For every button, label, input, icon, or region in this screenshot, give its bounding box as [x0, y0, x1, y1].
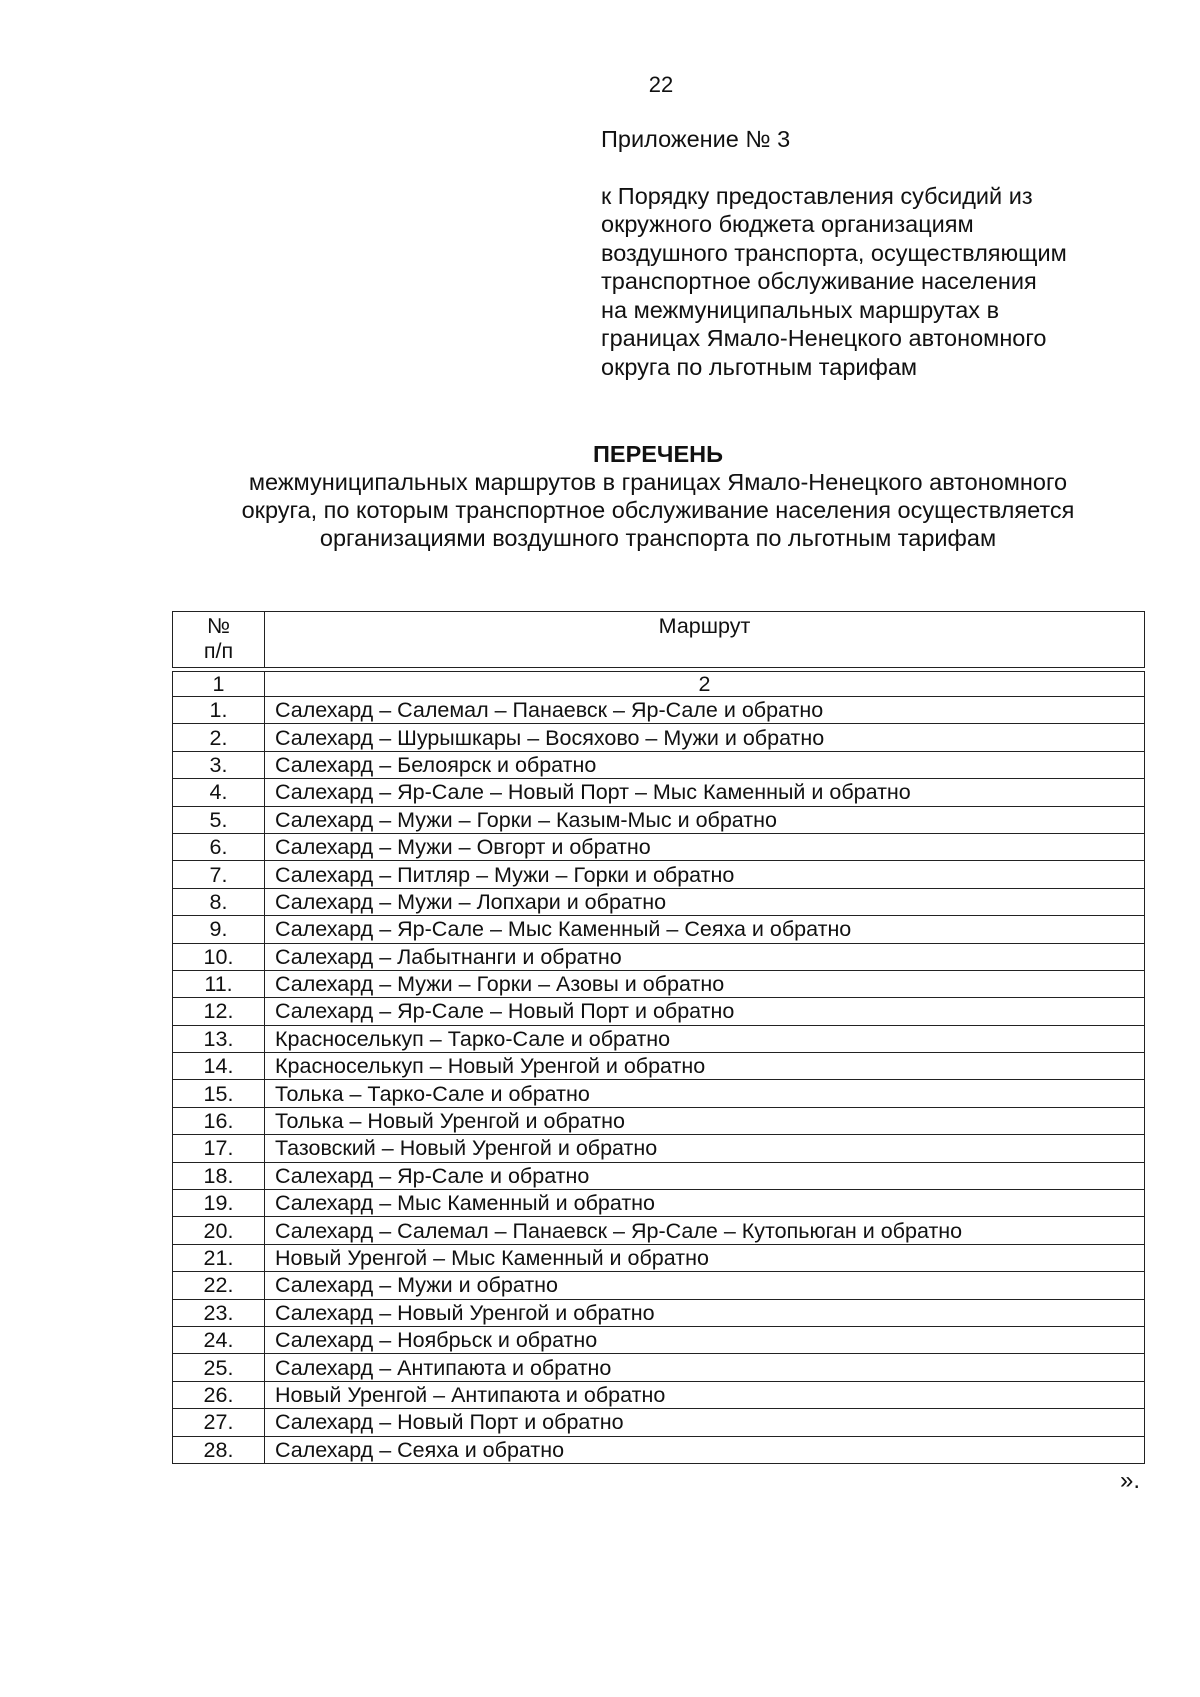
route-number: 21.: [173, 1244, 265, 1271]
route-number: 5.: [173, 806, 265, 833]
route-name: Салехард – Лабытнанги и обратно: [265, 943, 1145, 970]
route-number: 17.: [173, 1135, 265, 1162]
appendix-line: окружного бюджета организациям: [601, 211, 974, 237]
table-row: [173, 970, 1145, 997]
routes-table: [172, 611, 1145, 1464]
table-row: [173, 1107, 1145, 1134]
table-row: [173, 1135, 1145, 1162]
route-name: Салехард – Питляр – Мужи – Горки и обратно: [265, 861, 1145, 888]
route-name: Салехард – Антипаюта и обратно: [265, 1354, 1145, 1381]
table-row: [173, 1326, 1145, 1353]
route-number: 25.: [173, 1354, 265, 1381]
table-row: [173, 724, 1145, 751]
table-row: [173, 861, 1145, 888]
appendix-line: округа по льготным тарифам: [601, 353, 918, 380]
appendix-line: к Порядку предоставления субсидий из: [601, 182, 1033, 209]
route-number: 16.: [173, 1107, 265, 1134]
route-number: 23.: [173, 1299, 265, 1326]
route-number: 28.: [173, 1436, 265, 1463]
route-name: Салехард – Новый Уренгой и обратно: [265, 1299, 1145, 1326]
route-number: 27.: [173, 1409, 265, 1436]
route-name: Салехард – Салемал – Панаевск – Яр-Сале и обратно: [265, 697, 1145, 724]
heading-line: округа, по которым транспортное обслуживание населения осуществляется: [241, 497, 1075, 523]
table-row: [173, 943, 1145, 970]
route-number: 26.: [173, 1381, 265, 1408]
route-name: Салехард – Сеяха и обратно: [265, 1436, 1145, 1463]
route-number: 3.: [173, 751, 265, 778]
route-number: 15.: [173, 1080, 265, 1107]
table-row: [173, 1244, 1145, 1271]
table-row: [173, 1190, 1145, 1217]
route-number: 19.: [173, 1190, 265, 1217]
route-number: 13.: [173, 1025, 265, 1052]
route-number: 9.: [173, 916, 265, 943]
route-name: Салехард – Яр-Сале и обратно: [265, 1162, 1145, 1189]
table-row: [173, 1217, 1145, 1244]
heading-line: организациями воздушного транспорта по льготным тарифам: [319, 525, 997, 551]
appendix-line: транспортное обслуживание населения: [601, 268, 1037, 294]
appendix-line: границах Ямало-Ненецкого автономного: [601, 325, 1047, 351]
route-name: Салехард – Салемал – Панаевск – Яр-Сале – Кутопьюган и обратно: [265, 1217, 1145, 1244]
route-number: 10.: [173, 943, 265, 970]
appendix-line: на межмуниципальных маршрутах в: [601, 296, 1000, 323]
route-number: 18.: [173, 1162, 265, 1189]
route-number: 2.: [173, 724, 265, 751]
route-number: 12.: [173, 998, 265, 1025]
heading-title: ПЕРЕЧЕНЬ: [593, 441, 723, 467]
column-index-number: 1: [173, 672, 265, 697]
table-row: [173, 1409, 1145, 1436]
table-row: [173, 697, 1145, 724]
header-number: № п/п: [173, 612, 265, 668]
appendix-description: [601, 182, 1161, 382]
table-row: [173, 1299, 1145, 1326]
route-name: Красноселькуп – Новый Уренгой и обратно: [265, 1053, 1145, 1080]
table-row: [173, 833, 1145, 860]
route-name: Салехард – Яр-Сале – Мыс Каменный – Сеяха и обратно: [265, 916, 1145, 943]
route-name: Новый Уренгой – Антипаюта и обратно: [265, 1381, 1145, 1408]
table-row: [173, 1080, 1145, 1107]
table-row: [173, 1272, 1145, 1299]
appendix-block: [601, 125, 1161, 381]
table-row: [173, 998, 1145, 1025]
heading-subtitle: [150, 468, 1166, 552]
route-name: Салехард – Белоярск и обратно: [265, 751, 1145, 778]
route-name: Салехард – Мужи – Лопхари и обратно: [265, 888, 1145, 915]
route-name: Салехард – Новый Порт и обратно: [265, 1409, 1145, 1436]
table-row: [173, 1436, 1145, 1463]
table-row: [173, 1162, 1145, 1189]
column-index-row: [173, 672, 1145, 697]
route-name: Салехард – Яр-Сале – Новый Порт и обратно: [265, 998, 1145, 1025]
table-row: [173, 1381, 1145, 1408]
route-number: 11.: [173, 970, 265, 997]
route-number: 8.: [173, 888, 265, 915]
table-row: [173, 1053, 1145, 1080]
appendix-line: воздушного транспорта, осуществляющим: [601, 239, 1067, 266]
route-name: Салехард – Мыс Каменный и обратно: [265, 1190, 1145, 1217]
route-number: 22.: [173, 1272, 265, 1299]
heading-line: межмуниципальных маршрутов в границах Ямало-Ненецкого автономного: [248, 469, 1068, 495]
route-number: 14.: [173, 1053, 265, 1080]
route-number: 7.: [173, 861, 265, 888]
route-name: Толька – Новый Уренгой и обратно: [265, 1107, 1145, 1134]
table-row: [173, 779, 1145, 806]
route-name: Толька – Тарко-Сале и обратно: [265, 1080, 1145, 1107]
route-name: Салехард – Яр-Сале – Новый Порт – Мыс Каменный и обратно: [265, 779, 1145, 806]
route-name: Салехард – Мужи – Овгорт и обратно: [265, 833, 1145, 860]
route-name: Салехард – Мужи и обратно: [265, 1272, 1145, 1299]
appendix-title: Приложение № 3: [601, 126, 791, 152]
route-name: Салехард – Мужи – Горки – Казым-Мыс и обратно: [265, 806, 1145, 833]
table-row: [173, 1025, 1145, 1052]
table-header-row: [173, 612, 1145, 668]
table-row: [173, 806, 1145, 833]
route-number: 24.: [173, 1326, 265, 1353]
route-name: Новый Уренгой – Мыс Каменный и обратно: [265, 1244, 1145, 1271]
header-route: Маршрут: [265, 612, 1145, 668]
route-name: Салехард – Шурышкары – Восяхово – Мужи и обратно: [265, 724, 1145, 751]
route-number: 4.: [173, 779, 265, 806]
route-name: Красноселькуп – Тарко-Сале и обратно: [265, 1025, 1145, 1052]
document-heading: [150, 440, 1166, 552]
route-number: 20.: [173, 1217, 265, 1244]
route-name: Салехард – Мужи – Горки – Азовы и обратно: [265, 970, 1145, 997]
table-row: [173, 1354, 1145, 1381]
table-row: [173, 916, 1145, 943]
route-number: 6.: [173, 833, 265, 860]
route-name: Салехард – Ноябрьск и обратно: [265, 1326, 1145, 1353]
route-name: Тазовский – Новый Уренгой и обратно: [265, 1135, 1145, 1162]
table-row: [173, 751, 1145, 778]
route-number: 1.: [173, 697, 265, 724]
column-index-route: 2: [265, 672, 1145, 697]
closing-quote-mark: ».: [1120, 1467, 1141, 1494]
page-number: 22: [648, 72, 674, 97]
table-row: [173, 888, 1145, 915]
